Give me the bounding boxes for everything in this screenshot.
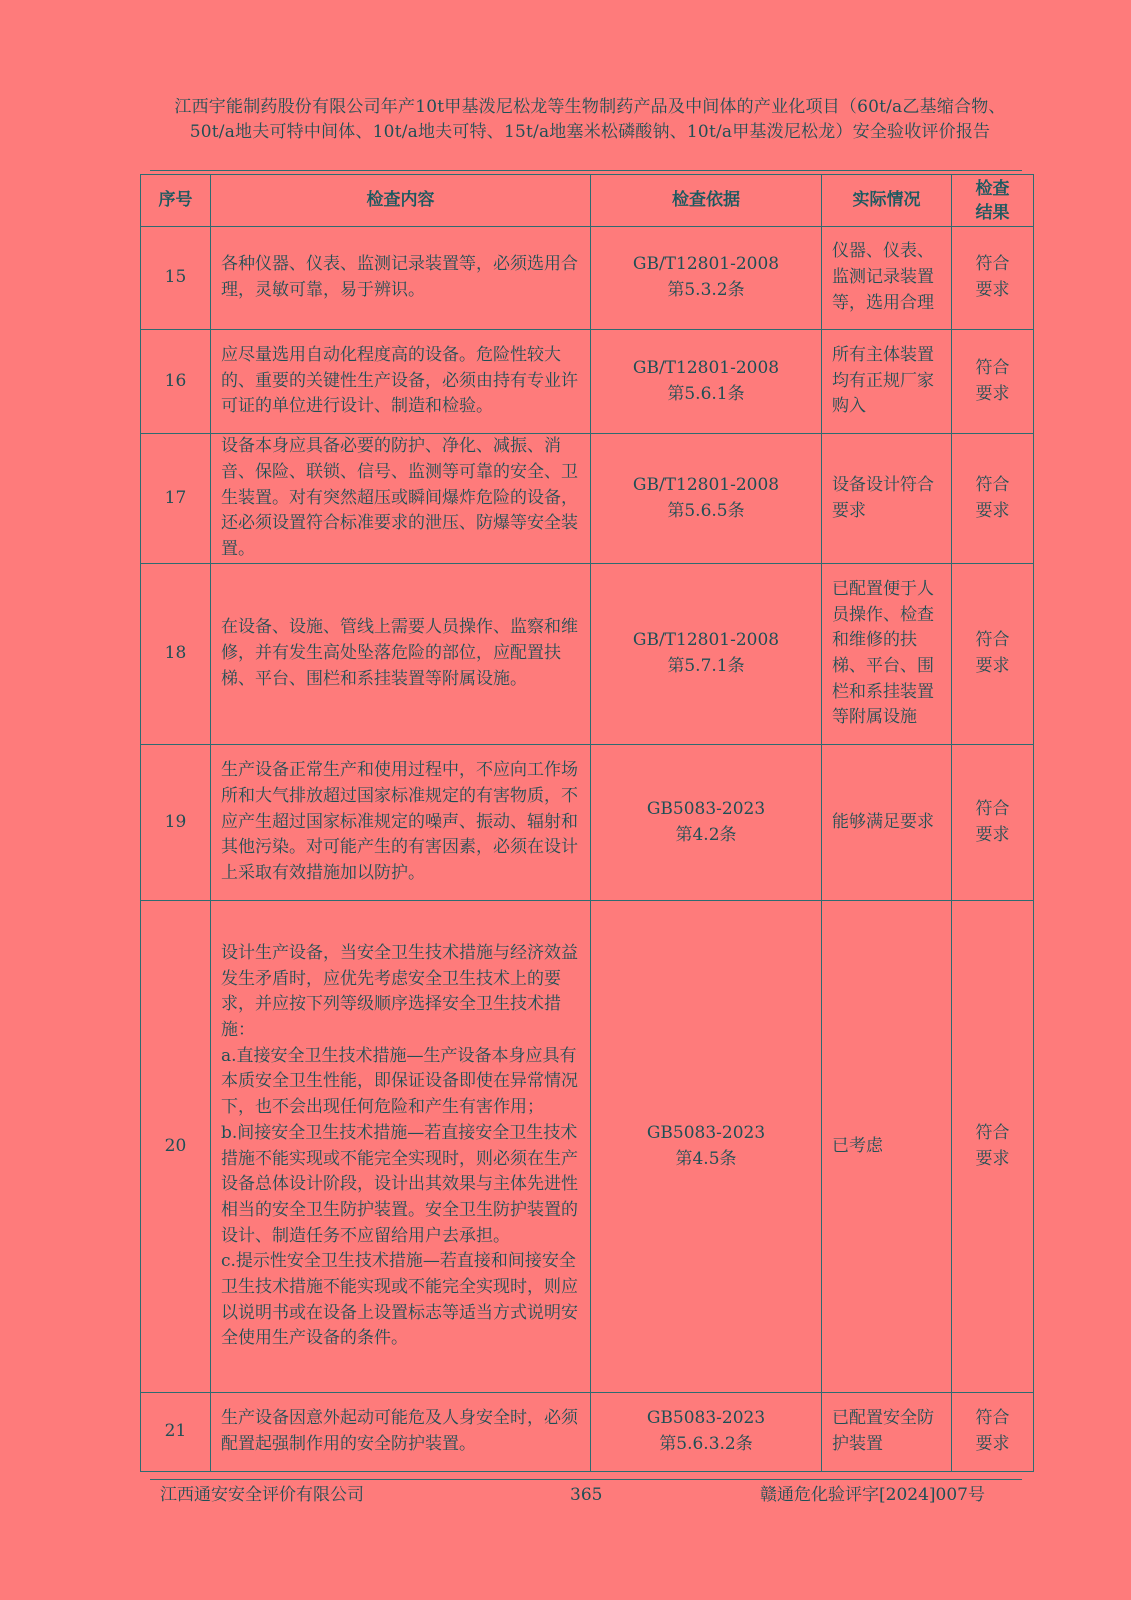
actual-situation: 所有主体装置均有正规厂家购入 bbox=[822, 330, 952, 434]
row-number: 20 bbox=[141, 901, 211, 1393]
check-result: 符合 要求 bbox=[952, 745, 1034, 901]
check-basis: GB5083-2023 第4.5条 bbox=[591, 901, 822, 1393]
table-row bbox=[141, 330, 1034, 434]
check-result: 符合 要求 bbox=[952, 434, 1034, 564]
check-result: 符合 要求 bbox=[952, 564, 1034, 745]
page-header-title: 江西宇能制药股份有限公司年产10t甲基泼尼松龙等生物制药产品及中间体的产业化项目（60t/a乙基缩合物、50t/a地夫可特中间体、10t/a地夫可特、15t/a地塞米松磷酸钠、10t/a甲基泼尼松龙）安全验收评价报告 bbox=[174, 97, 1006, 142]
check-result: 符合 要求 bbox=[952, 330, 1034, 434]
check-content: 设备本身应具备必要的防护、净化、减振、消音、保险、联锁、信号、监测等可靠的安全、卫生装置。对有突然超压或瞬间爆炸危险的设备，还必须设置符合标准要求的泄压、防爆等安全装置。 bbox=[211, 434, 591, 564]
row-number: 21 bbox=[141, 1393, 211, 1472]
footer-company: 江西通安安全评价有限公司 bbox=[160, 1485, 364, 1505]
check-result: 符合 要求 bbox=[952, 227, 1034, 330]
actual-situation: 仪器、仪表、监测记录装置等，选用合理 bbox=[822, 227, 952, 330]
row-number: 18 bbox=[141, 564, 211, 745]
check-basis: GB/T12801-2008 第5.6.1条 bbox=[591, 330, 822, 434]
table-row bbox=[141, 434, 1034, 564]
actual-situation: 能够满足要求 bbox=[822, 745, 952, 901]
check-content: 应尽量选用自动化程度高的设备。危险性较大的、重要的关键性生产设备，必须由持有专业许可证的单位进行设计、制造和检验。 bbox=[211, 330, 591, 434]
check-result: 符合 要求 bbox=[952, 901, 1034, 1393]
actual-situation: 已考虑 bbox=[822, 901, 952, 1393]
column-header-content: 检查内容 bbox=[211, 175, 591, 227]
check-content: 在设备、设施、管线上需要人员操作、监察和维修，并有发生高处坠落危险的部位，应配置扶梯、平台、围栏和系挂装置等附属设施。 bbox=[211, 564, 591, 745]
check-basis: GB5083-2023 第4.2条 bbox=[591, 745, 822, 901]
check-basis: GB5083-2023 第5.6.3.2条 bbox=[591, 1393, 822, 1472]
actual-situation: 设备设计符合要求 bbox=[822, 434, 952, 564]
header-divider bbox=[150, 170, 1022, 171]
table-row bbox=[141, 901, 1034, 1393]
actual-situation: 已配置安全防护装置 bbox=[822, 1393, 952, 1472]
row-number: 15 bbox=[141, 227, 211, 330]
column-header-result: 检查 结果 bbox=[952, 175, 1034, 227]
footer-divider bbox=[150, 1479, 1022, 1480]
check-content: 设计生产设备，当安全卫生技术措施与经济效益发生矛盾时，应优先考虑安全卫生技术上的要求，并应按下列等级顺序选择安全卫生技术措施： a.直接安全卫生技术措施—生产设备本身应具有本质安全卫生性能，即保证设备即使在异常情况下，也不会出现任何危险和产生有害作用； b.间接安全卫生技术措施—若直接安全卫生技术措施不能实现或不能完全实现时，则必须在生产设备总体设计阶段，设计出其效果与主体先进性相当的安全卫生防护装置。安全卫生防护装置的设计、制造任务不应留给用户去承担。 c.提示性安全卫生技术措施—若直接和间接安全卫生技术措施不能实现或不能完全实现时，则应以说明书或在设备上设置标志等适当方式说明安全使用生产设备的条件。 bbox=[211, 901, 591, 1393]
row-number: 16 bbox=[141, 330, 211, 434]
table-row bbox=[141, 1393, 1034, 1472]
footer-page-number: 365 bbox=[570, 1485, 603, 1505]
check-content: 各种仪器、仪表、监测记录装置等，必须选用合理，灵敏可靠，易于辨识。 bbox=[211, 227, 591, 330]
table-row bbox=[141, 745, 1034, 901]
column-header-basis: 检查依据 bbox=[591, 175, 822, 227]
row-number: 19 bbox=[141, 745, 211, 901]
inspection-checklist-table bbox=[140, 174, 1034, 1472]
check-result: 符合 要求 bbox=[952, 1393, 1034, 1472]
row-number: 17 bbox=[141, 434, 211, 564]
check-basis: GB/T12801-2008 第5.6.5条 bbox=[591, 434, 822, 564]
table-header-row bbox=[141, 175, 1034, 227]
column-header-actual: 实际情况 bbox=[822, 175, 952, 227]
table-row bbox=[141, 564, 1034, 745]
column-header-no: 序号 bbox=[141, 175, 211, 227]
table-row bbox=[141, 227, 1034, 330]
check-content: 生产设备因意外起动可能危及人身安全时，必须配置起强制作用的安全防护装置。 bbox=[211, 1393, 591, 1472]
actual-situation: 已配置便于人员操作、检查和维修的扶梯、平台、围栏和系挂装置等附属设施 bbox=[822, 564, 952, 745]
check-content: 生产设备正常生产和使用过程中，不应向工作场所和大气排放超过国家标准规定的有害物质，不应产生超过国家标准规定的噪声、振动、辐射和其他污染。对可能产生的有害因素，必须在设计上采取有效措施加以防护。 bbox=[211, 745, 591, 901]
check-basis: GB/T12801-2008 第5.3.2条 bbox=[591, 227, 822, 330]
footer-document-number: 赣通危化验评字[2024]007号 bbox=[760, 1485, 985, 1505]
check-basis: GB/T12801-2008 第5.7.1条 bbox=[591, 564, 822, 745]
